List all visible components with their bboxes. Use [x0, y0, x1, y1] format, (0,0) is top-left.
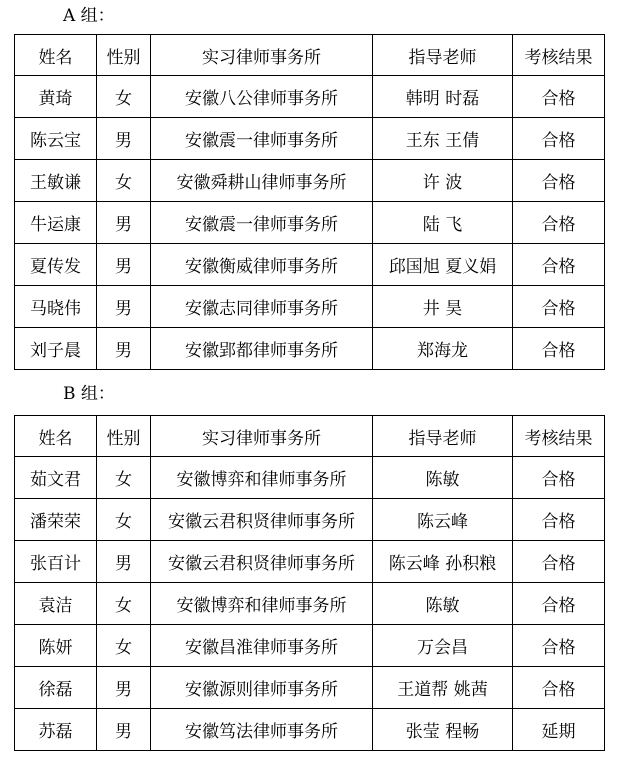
cell-gender: 女 — [97, 76, 151, 118]
cell-result: 合格 — [513, 625, 605, 667]
cell-result: 合格 — [513, 457, 605, 499]
table-row — [15, 583, 605, 625]
cell-gender: 女 — [97, 160, 151, 202]
table-row — [15, 160, 605, 202]
cell-name: 刘子晨 — [15, 328, 97, 370]
cell-mentor: 井 昊 — [373, 286, 513, 328]
cell-result: 合格 — [513, 286, 605, 328]
header-law-firm: 实习律师事务所 — [151, 416, 373, 457]
table-row — [15, 76, 605, 118]
cell-gender: 男 — [97, 244, 151, 286]
cell-law-firm: 安徽郢都律师事务所 — [151, 328, 373, 370]
cell-result: 合格 — [513, 583, 605, 625]
cell-gender: 女 — [97, 625, 151, 667]
header-mentor: 指导老师 — [373, 416, 513, 457]
cell-name: 陈云宝 — [15, 118, 97, 160]
cell-law-firm: 安徽笃法律师事务所 — [151, 709, 373, 751]
cell-gender: 女 — [97, 499, 151, 541]
cell-name: 陈妍 — [15, 625, 97, 667]
cell-gender: 男 — [97, 286, 151, 328]
cell-mentor: 陈云峰 — [373, 499, 513, 541]
cell-gender: 女 — [97, 583, 151, 625]
cell-name: 袁洁 — [15, 583, 97, 625]
table-row — [15, 286, 605, 328]
cell-law-firm: 安徽云君积贤律师事务所 — [151, 541, 373, 583]
cell-name: 黄琦 — [15, 76, 97, 118]
cell-mentor: 万会昌 — [373, 625, 513, 667]
cell-law-firm: 安徽震一律师事务所 — [151, 118, 373, 160]
cell-result: 合格 — [513, 541, 605, 583]
cell-gender: 男 — [97, 709, 151, 751]
cell-name: 夏传发 — [15, 244, 97, 286]
table-row — [15, 667, 605, 709]
cell-gender: 男 — [97, 202, 151, 244]
header-gender: 性别 — [97, 35, 151, 76]
cell-result: 合格 — [513, 160, 605, 202]
table-row — [15, 328, 605, 370]
cell-name: 苏磊 — [15, 709, 97, 751]
cell-mentor: 邱国旭 夏义娟 — [373, 244, 513, 286]
group-b-label: B 组： — [63, 384, 115, 404]
cell-gender: 男 — [97, 328, 151, 370]
header-mentor: 指导老师 — [373, 35, 513, 76]
cell-result: 合格 — [513, 667, 605, 709]
cell-name: 潘荣荣 — [15, 499, 97, 541]
cell-result: 合格 — [513, 76, 605, 118]
cell-mentor: 陆 飞 — [373, 202, 513, 244]
cell-mentor: 许 波 — [373, 160, 513, 202]
header-result: 考核结果 — [513, 416, 605, 457]
table-row — [15, 457, 605, 499]
cell-result: 合格 — [513, 244, 605, 286]
cell-law-firm: 安徽舜耕山律师事务所 — [151, 160, 373, 202]
cell-result: 合格 — [513, 202, 605, 244]
cell-gender: 男 — [97, 667, 151, 709]
header-result: 考核结果 — [513, 35, 605, 76]
table-header-row — [15, 416, 605, 457]
cell-gender: 男 — [97, 541, 151, 583]
cell-result: 延期 — [513, 709, 605, 751]
header-gender: 性别 — [97, 416, 151, 457]
header-name: 姓名 — [15, 416, 97, 457]
cell-mentor: 陈敏 — [373, 457, 513, 499]
cell-mentor: 张莹 程畅 — [373, 709, 513, 751]
cell-mentor: 王道帮 姚茜 — [373, 667, 513, 709]
table-row — [15, 541, 605, 583]
cell-mentor: 陈云峰 孙积粮 — [373, 541, 513, 583]
cell-mentor: 韩明 时磊 — [373, 76, 513, 118]
cell-result: 合格 — [513, 118, 605, 160]
group-a-table — [14, 34, 605, 370]
cell-law-firm: 安徽志同律师事务所 — [151, 286, 373, 328]
cell-law-firm: 安徽震一律师事务所 — [151, 202, 373, 244]
cell-law-firm: 安徽源则律师事务所 — [151, 667, 373, 709]
cell-mentor: 陈敏 — [373, 583, 513, 625]
cell-name: 牛运康 — [15, 202, 97, 244]
group-a-label: A 组： — [63, 6, 115, 26]
table-row — [15, 499, 605, 541]
cell-law-firm: 安徽衡威律师事务所 — [151, 244, 373, 286]
cell-name: 茹文君 — [15, 457, 97, 499]
header-name: 姓名 — [15, 35, 97, 76]
table-row — [15, 244, 605, 286]
table-row — [15, 118, 605, 160]
header-law-firm: 实习律师事务所 — [151, 35, 373, 76]
cell-mentor: 王东 王倩 — [373, 118, 513, 160]
cell-law-firm: 安徽昌淮律师事务所 — [151, 625, 373, 667]
cell-name: 王敏谦 — [15, 160, 97, 202]
table-header-row — [15, 35, 605, 76]
cell-name: 张百计 — [15, 541, 97, 583]
cell-law-firm: 安徽八公律师事务所 — [151, 76, 373, 118]
cell-name: 马晓伟 — [15, 286, 97, 328]
cell-result: 合格 — [513, 328, 605, 370]
table-row — [15, 709, 605, 751]
cell-gender: 女 — [97, 457, 151, 499]
group-b-table — [14, 415, 605, 751]
cell-law-firm: 安徽博弈和律师事务所 — [151, 583, 373, 625]
cell-law-firm: 安徽博弈和律师事务所 — [151, 457, 373, 499]
cell-result: 合格 — [513, 499, 605, 541]
cell-law-firm: 安徽云君积贤律师事务所 — [151, 499, 373, 541]
cell-mentor: 郑海龙 — [373, 328, 513, 370]
cell-gender: 男 — [97, 118, 151, 160]
table-row — [15, 202, 605, 244]
table-row — [15, 625, 605, 667]
cell-name: 徐磊 — [15, 667, 97, 709]
